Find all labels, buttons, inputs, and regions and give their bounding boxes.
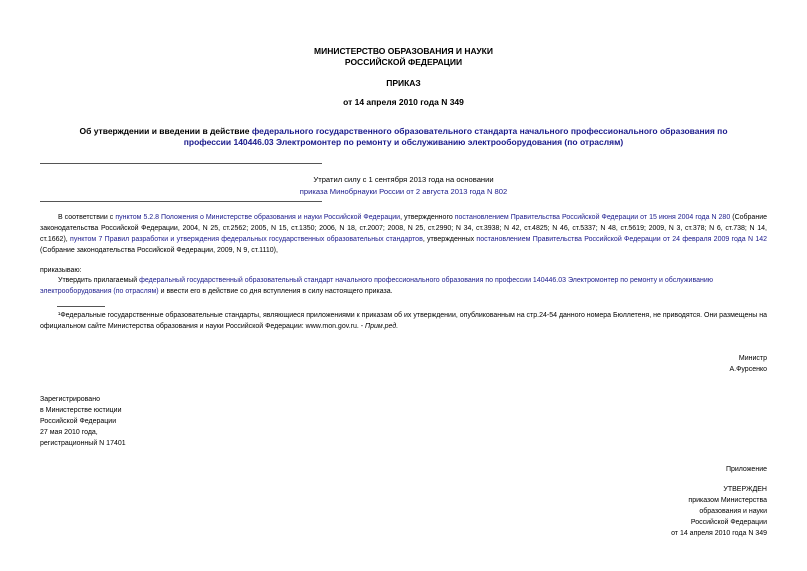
title-prefix: Об утверждении и введении в действие: [79, 126, 252, 136]
registration-line-3: Российской Федерации: [40, 418, 117, 425]
doc-type: ПРИКАЗ: [386, 78, 421, 88]
appendix-line-3: Российской Федерации: [690, 519, 767, 526]
footnote: [40, 310, 767, 332]
link-postanovlenie-142[interactable]: постановлением Правительства Российской Федерации от 24 февраля: [476, 236, 712, 243]
preamble-text-3: (Собрание законодательства Российской Федерации, 2004, N 25, ст.2562; 2005, N 15, ст.1350; 2006, N 18, ст.2007; 2008, N 25, ст.2990; N 34, ст.3938; N 42, ст.4825; N 46, ст.5337; N 48, ст.5619; 2009, N 3, ст.378; N 6, ст.738; N 14, ст.1662),: [40, 214, 767, 243]
footnote-separator: [57, 306, 105, 307]
order-text-2: и ввести его в действие со дня вступления в силу настоящего приказа.: [158, 288, 393, 295]
signature-block: [560, 353, 767, 375]
ministry-line-2: РОССИЙСКОЙ ФЕДЕРАЦИИ: [344, 57, 463, 67]
ministry-line-1: МИНИСТЕРСТВО ОБРАЗОВАНИЯ И НАУКИ: [314, 46, 493, 56]
appendix-line-2: образования и науки: [699, 508, 767, 515]
separator-bottom: [40, 201, 322, 202]
title-link-standard[interactable]: федерального государственного образовательного стандарта начального профессионального образования по: [251, 126, 728, 136]
ministry-name: [0, 46, 807, 68]
order-text-1: Утвердить прилагаемый: [58, 277, 140, 284]
preamble-text-5: (Собрание законодательства Российской Федерации, 2009, N 9, ст.1110),: [40, 247, 278, 254]
signature-position: Министр: [738, 355, 767, 362]
link-polozhenie[interactable]: пунктом 5.2.8 Положения о Министерстве образования и науки Российской Федерации: [115, 214, 401, 221]
link-standard[interactable]: федеральный государственный образовательный стандарт начального профессионального образования по профессии 140446.03 Электромонтер по ремонту и обслуживанию: [139, 277, 714, 284]
status-text: Утратил силу с 1 сентября 2013 года на основании: [313, 175, 494, 184]
link-postanovlenie-142-cont[interactable]: 2009 года N 142: [713, 236, 768, 243]
preamble-text-1: В соответствии с: [58, 214, 116, 221]
preamble-text-2: , утвержденного: [400, 214, 455, 221]
registration-line-1: Зарегистрировано: [40, 396, 100, 403]
link-standard-cont[interactable]: электрооборудования (по отраслям): [40, 288, 159, 295]
footnote-text: Федеральные государственные образовательные стандарты, являющиеся приложениями к приказам об их утверждении, опубликованным на стр.24-54 данного номера Бюллетеня, не приводятся. Они размещены на официальном сайте Министерства образования и науки Российской Федерации: www.mon.gov.ru. -: [40, 312, 767, 330]
registration-block: [40, 394, 126, 449]
doc-date: от 14 апреля 2010 года N 349: [343, 97, 464, 107]
footnote-note: Прим.ред.: [365, 323, 399, 330]
preamble-text-4: , утвержденных: [422, 236, 477, 243]
title-link-profession[interactable]: профессии 140446.03 Электромонтер по ремонту и обслуживанию электрооборудования (по отраслям): [183, 137, 624, 147]
status-block: [40, 174, 767, 197]
link-pravila-punkt7[interactable]: пунктом 7 Правил разработки и утверждения федеральных государственных образовательных стандартов: [70, 236, 423, 243]
order-paragraph: [40, 275, 767, 297]
link-postanovlenie-280[interactable]: постановлением Правительства Российской Федерации от 15 июня 2004 года N 280: [454, 214, 731, 221]
order-word: приказываю:: [40, 267, 82, 274]
registration-line-2: в Министерстве юстиции: [40, 407, 122, 414]
appendix-label: Приложение: [725, 466, 767, 473]
status-link[interactable]: приказа Минобрнауки России от 2 августа 2013 года N 802: [299, 186, 508, 196]
registration-line-4: 27 мая 2010 года,: [40, 429, 98, 436]
appendix-approval: [560, 484, 767, 539]
footnote-mark: ¹: [58, 312, 61, 319]
separator-top: [40, 163, 322, 164]
preamble-paragraph: [40, 212, 767, 256]
registration-line-5: регистрационный N 17401: [40, 440, 126, 447]
document-title: [40, 126, 767, 148]
appendix-line-4: от 14 апреля 2010 года N 349: [671, 530, 767, 537]
appendix-approved: УТВЕРЖДЕН: [723, 486, 767, 493]
appendix-line-1: приказом Министерства: [688, 497, 767, 504]
signature-name: А.Фурсенко: [729, 366, 767, 373]
